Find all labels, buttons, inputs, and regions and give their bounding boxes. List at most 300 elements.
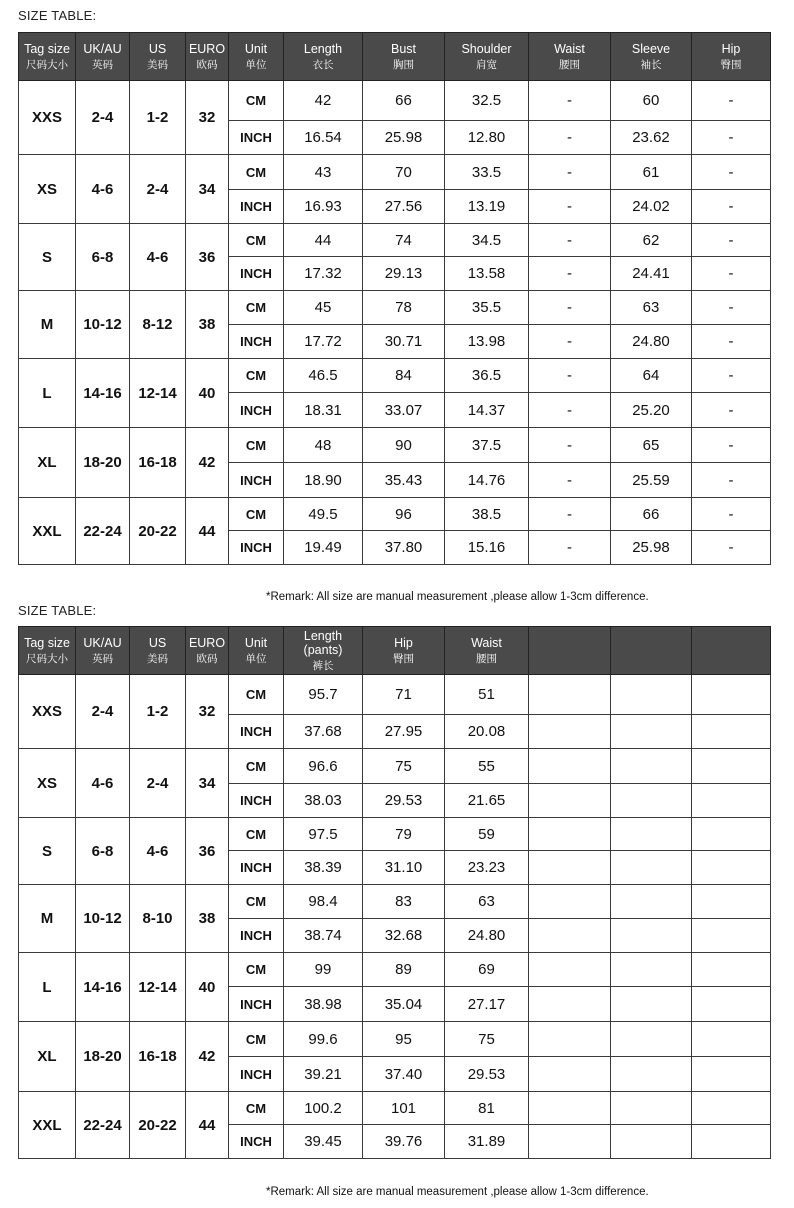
measurement-cell: 98.4 bbox=[284, 885, 363, 919]
measurement-cell bbox=[611, 1057, 692, 1092]
header-chinese-label: 胸围 bbox=[393, 58, 414, 71]
us-size-cell: 1-2 bbox=[130, 675, 186, 749]
measurement-cell bbox=[692, 818, 771, 851]
tag-size-cell: XL bbox=[19, 428, 76, 498]
measurement-cell: 31.89 bbox=[445, 1125, 529, 1159]
measurement-cell: - bbox=[692, 463, 771, 498]
header-label: Tag size bbox=[24, 42, 70, 57]
header-label: Length (pants) bbox=[303, 629, 343, 658]
measurement-cell: 59 bbox=[445, 818, 529, 851]
measurement-cell: - bbox=[692, 81, 771, 121]
header-label: UK/AU bbox=[83, 42, 122, 57]
us-size-cell: 1-2 bbox=[130, 81, 186, 155]
column-header bbox=[130, 627, 186, 675]
measurement-cell: - bbox=[692, 257, 771, 291]
measurement-cell: 21.65 bbox=[445, 784, 529, 818]
measurement-cell: 39.21 bbox=[284, 1057, 363, 1092]
measurement-cell: - bbox=[529, 463, 611, 498]
header-chinese-label: 腰围 bbox=[476, 652, 497, 665]
tag-size-cell: XXL bbox=[19, 498, 76, 565]
unit-cell: CM bbox=[229, 1022, 284, 1057]
measurement-cell bbox=[529, 851, 611, 885]
header-label: Sleeve bbox=[631, 42, 671, 57]
column-header bbox=[445, 627, 529, 675]
measurement-cell: 35.43 bbox=[363, 463, 445, 498]
table-row bbox=[19, 359, 771, 393]
uk-size-cell: 14-16 bbox=[76, 953, 130, 1022]
measurement-cell: 79 bbox=[363, 818, 445, 851]
measurement-cell: - bbox=[529, 428, 611, 463]
measurement-cell: 37.40 bbox=[363, 1057, 445, 1092]
unit-cell: CM bbox=[229, 155, 284, 190]
header-label: Waist bbox=[554, 42, 585, 57]
measurement-cell bbox=[692, 715, 771, 749]
tag-size-cell: M bbox=[19, 291, 76, 359]
measurement-cell bbox=[529, 784, 611, 818]
measurement-cell: 23.23 bbox=[445, 851, 529, 885]
column-header bbox=[229, 627, 284, 675]
euro-size-cell: 42 bbox=[186, 1022, 229, 1092]
header-chinese-label: 美码 bbox=[147, 652, 168, 665]
measurement-cell: 24.02 bbox=[611, 190, 692, 224]
measurement-cell: - bbox=[692, 498, 771, 531]
measurement-cell: 32.5 bbox=[445, 81, 529, 121]
header-label: Length bbox=[303, 42, 343, 57]
unit-cell: CM bbox=[229, 1092, 284, 1125]
measurement-cell: 24.80 bbox=[445, 919, 529, 953]
measurement-cell bbox=[611, 749, 692, 784]
measurement-cell: - bbox=[529, 190, 611, 224]
header-label: Tag size bbox=[24, 636, 70, 651]
unit-cell: INCH bbox=[229, 325, 284, 359]
measurement-cell: 75 bbox=[445, 1022, 529, 1057]
column-header bbox=[611, 627, 692, 675]
measurement-cell: 51 bbox=[445, 675, 529, 715]
euro-size-cell: 36 bbox=[186, 818, 229, 885]
measurement-cell bbox=[692, 851, 771, 885]
euro-size-cell: 44 bbox=[186, 1092, 229, 1159]
column-header bbox=[363, 627, 445, 675]
table-row bbox=[19, 498, 771, 531]
measurement-cell: 36.5 bbox=[445, 359, 529, 393]
measurement-cell bbox=[529, 987, 611, 1022]
measurement-cell: 49.5 bbox=[284, 498, 363, 531]
measurement-cell: 62 bbox=[611, 224, 692, 257]
measurement-cell: - bbox=[529, 291, 611, 325]
column-header bbox=[692, 33, 771, 81]
measurement-cell: 18.90 bbox=[284, 463, 363, 498]
measurement-cell: 101 bbox=[363, 1092, 445, 1125]
tag-size-cell: XS bbox=[19, 749, 76, 818]
measurement-cell: 64 bbox=[611, 359, 692, 393]
unit-cell: INCH bbox=[229, 784, 284, 818]
header-chinese-label: 美码 bbox=[147, 58, 168, 71]
uk-size-cell: 2-4 bbox=[76, 675, 130, 749]
measurement-cell: 99 bbox=[284, 953, 363, 987]
tag-size-cell: S bbox=[19, 818, 76, 885]
column-header bbox=[19, 627, 76, 675]
measurement-cell: - bbox=[692, 393, 771, 428]
measurement-cell: 27.17 bbox=[445, 987, 529, 1022]
tag-size-cell: XXS bbox=[19, 675, 76, 749]
header-row bbox=[19, 627, 771, 675]
us-size-cell: 2-4 bbox=[130, 749, 186, 818]
us-size-cell: 12-14 bbox=[130, 359, 186, 428]
measurement-cell: 66 bbox=[611, 498, 692, 531]
measurement-cell: 74 bbox=[363, 224, 445, 257]
measurement-cell: 66 bbox=[363, 81, 445, 121]
header-chinese-label: 单位 bbox=[245, 58, 267, 71]
uk-size-cell: 18-20 bbox=[76, 1022, 130, 1092]
header-label: Hip bbox=[394, 636, 413, 651]
column-header bbox=[284, 627, 363, 675]
measurement-cell: 38.74 bbox=[284, 919, 363, 953]
unit-cell: INCH bbox=[229, 463, 284, 498]
measurement-cell: 39.45 bbox=[284, 1125, 363, 1159]
measurement-cell bbox=[692, 953, 771, 987]
header-chinese-label: 袖长 bbox=[640, 58, 662, 71]
measurement-cell bbox=[529, 919, 611, 953]
table-row bbox=[19, 675, 771, 715]
euro-size-cell: 42 bbox=[186, 428, 229, 498]
uk-size-cell: 10-12 bbox=[76, 885, 130, 953]
measurement-cell: 19.49 bbox=[284, 531, 363, 565]
measurement-cell: 38.98 bbox=[284, 987, 363, 1022]
table-row bbox=[19, 953, 771, 987]
euro-size-cell: 38 bbox=[186, 885, 229, 953]
unit-cell: INCH bbox=[229, 257, 284, 291]
unit-cell: INCH bbox=[229, 121, 284, 155]
measurement-cell: 90 bbox=[363, 428, 445, 463]
measurement-cell bbox=[692, 749, 771, 784]
top-size-table bbox=[18, 32, 771, 565]
header-label: US bbox=[148, 636, 167, 651]
unit-cell: INCH bbox=[229, 531, 284, 565]
measurement-cell bbox=[529, 1057, 611, 1092]
measurement-cell: 15.16 bbox=[445, 531, 529, 565]
measurement-cell bbox=[692, 675, 771, 715]
measurement-cell bbox=[611, 1022, 692, 1057]
euro-size-cell: 40 bbox=[186, 359, 229, 428]
measurement-cell bbox=[529, 1125, 611, 1159]
measurement-cell: 81 bbox=[445, 1092, 529, 1125]
tag-size-cell: XXL bbox=[19, 1092, 76, 1159]
measurement-cell: 70 bbox=[363, 155, 445, 190]
measurement-cell bbox=[529, 885, 611, 919]
measurement-cell: 96.6 bbox=[284, 749, 363, 784]
uk-size-cell: 22-24 bbox=[76, 1092, 130, 1159]
measurement-cell: - bbox=[529, 498, 611, 531]
measurement-cell bbox=[692, 987, 771, 1022]
measurement-cell bbox=[529, 715, 611, 749]
measurement-cell: - bbox=[529, 224, 611, 257]
unit-cell: INCH bbox=[229, 393, 284, 428]
column-header bbox=[19, 33, 76, 81]
uk-size-cell: 2-4 bbox=[76, 81, 130, 155]
top-remark: *Remark: All size are manual measurement ,please allow 1-3cm difference. bbox=[266, 591, 649, 603]
measurement-cell: - bbox=[692, 291, 771, 325]
measurement-cell: 17.72 bbox=[284, 325, 363, 359]
table-row bbox=[19, 1092, 771, 1125]
measurement-cell: 37.80 bbox=[363, 531, 445, 565]
measurement-cell: 13.19 bbox=[445, 190, 529, 224]
column-header bbox=[76, 627, 130, 675]
column-header bbox=[529, 33, 611, 81]
measurement-cell: - bbox=[692, 531, 771, 565]
unit-cell: CM bbox=[229, 81, 284, 121]
measurement-cell: - bbox=[529, 155, 611, 190]
measurement-cell bbox=[611, 1125, 692, 1159]
measurement-cell: 38.5 bbox=[445, 498, 529, 531]
header-label: Waist bbox=[471, 636, 502, 651]
column-header bbox=[186, 627, 229, 675]
header-chinese-label: 欧码 bbox=[196, 58, 218, 71]
euro-size-cell: 40 bbox=[186, 953, 229, 1022]
measurement-cell: - bbox=[529, 325, 611, 359]
measurement-cell: 33.07 bbox=[363, 393, 445, 428]
unit-cell: CM bbox=[229, 885, 284, 919]
unit-cell: CM bbox=[229, 428, 284, 463]
header-chinese-label: 英码 bbox=[92, 58, 113, 71]
euro-size-cell: 36 bbox=[186, 224, 229, 291]
measurement-cell: 20.08 bbox=[445, 715, 529, 749]
measurement-cell bbox=[611, 715, 692, 749]
measurement-cell: - bbox=[529, 257, 611, 291]
unit-cell: INCH bbox=[229, 851, 284, 885]
measurement-cell bbox=[692, 1092, 771, 1125]
column-header bbox=[611, 33, 692, 81]
unit-cell: INCH bbox=[229, 1057, 284, 1092]
euro-size-cell: 34 bbox=[186, 155, 229, 224]
measurement-cell: - bbox=[529, 81, 611, 121]
unit-cell: CM bbox=[229, 224, 284, 257]
table-row bbox=[19, 885, 771, 919]
measurement-cell: 45 bbox=[284, 291, 363, 325]
header-chinese-label: 欧码 bbox=[196, 652, 218, 665]
uk-size-cell: 14-16 bbox=[76, 359, 130, 428]
measurement-cell: 97.5 bbox=[284, 818, 363, 851]
euro-size-cell: 32 bbox=[186, 81, 229, 155]
column-header bbox=[529, 627, 611, 675]
measurement-cell: 25.98 bbox=[611, 531, 692, 565]
measurement-cell: 13.58 bbox=[445, 257, 529, 291]
measurement-cell: 27.95 bbox=[363, 715, 445, 749]
unit-cell: INCH bbox=[229, 919, 284, 953]
measurement-cell: 33.5 bbox=[445, 155, 529, 190]
measurement-cell: 42 bbox=[284, 81, 363, 121]
bottom-section-title: SIZE TABLE: bbox=[18, 603, 97, 618]
measurement-cell bbox=[611, 1092, 692, 1125]
measurement-cell: 95 bbox=[363, 1022, 445, 1057]
measurement-cell: 46.5 bbox=[284, 359, 363, 393]
us-size-cell: 4-6 bbox=[130, 224, 186, 291]
header-chinese-label: 尺码大小 bbox=[26, 58, 68, 71]
measurement-cell: 95.7 bbox=[284, 675, 363, 715]
measurement-cell: 78 bbox=[363, 291, 445, 325]
euro-size-cell: 34 bbox=[186, 749, 229, 818]
unit-cell: CM bbox=[229, 818, 284, 851]
measurement-cell: 63 bbox=[611, 291, 692, 325]
measurement-cell: 29.13 bbox=[363, 257, 445, 291]
unit-cell: CM bbox=[229, 359, 284, 393]
unit-cell: INCH bbox=[229, 1125, 284, 1159]
column-header bbox=[76, 33, 130, 81]
column-header bbox=[692, 627, 771, 675]
header-label: UK/AU bbox=[83, 636, 122, 651]
header-chinese-label: 尺码大小 bbox=[26, 652, 68, 665]
measurement-cell: 29.53 bbox=[445, 1057, 529, 1092]
measurement-cell: 14.76 bbox=[445, 463, 529, 498]
us-size-cell: 20-22 bbox=[130, 498, 186, 565]
measurement-cell: 24.41 bbox=[611, 257, 692, 291]
table-row bbox=[19, 1022, 771, 1057]
measurement-cell: 16.54 bbox=[284, 121, 363, 155]
measurement-cell bbox=[611, 987, 692, 1022]
tag-size-cell: L bbox=[19, 359, 76, 428]
unit-cell: INCH bbox=[229, 190, 284, 224]
us-size-cell: 16-18 bbox=[130, 1022, 186, 1092]
unit-cell: CM bbox=[229, 749, 284, 784]
measurement-cell bbox=[529, 675, 611, 715]
measurement-cell: 31.10 bbox=[363, 851, 445, 885]
tag-size-cell: XL bbox=[19, 1022, 76, 1092]
measurement-cell: 89 bbox=[363, 953, 445, 987]
measurement-cell bbox=[611, 851, 692, 885]
measurement-cell: 23.62 bbox=[611, 121, 692, 155]
header-chinese-label: 单位 bbox=[245, 652, 267, 665]
us-size-cell: 12-14 bbox=[130, 953, 186, 1022]
uk-size-cell: 18-20 bbox=[76, 428, 130, 498]
header-chinese-label: 裤长 bbox=[312, 659, 334, 672]
measurement-cell bbox=[611, 953, 692, 987]
measurement-cell: 83 bbox=[363, 885, 445, 919]
measurement-cell: - bbox=[529, 393, 611, 428]
measurement-cell: 100.2 bbox=[284, 1092, 363, 1125]
header-label: Hip bbox=[721, 42, 741, 57]
measurement-cell bbox=[529, 749, 611, 784]
measurement-cell: 32.68 bbox=[363, 919, 445, 953]
measurement-cell: 65 bbox=[611, 428, 692, 463]
measurement-cell bbox=[692, 919, 771, 953]
header-label: US bbox=[148, 42, 167, 57]
measurement-cell: 37.68 bbox=[284, 715, 363, 749]
measurement-cell bbox=[529, 1092, 611, 1125]
measurement-cell: - bbox=[692, 121, 771, 155]
tag-size-cell: S bbox=[19, 224, 76, 291]
header-row bbox=[19, 33, 771, 81]
measurement-cell: 12.80 bbox=[445, 121, 529, 155]
measurement-cell: 96 bbox=[363, 498, 445, 531]
column-header bbox=[445, 33, 529, 81]
us-size-cell: 20-22 bbox=[130, 1092, 186, 1159]
table-row bbox=[19, 749, 771, 784]
measurement-cell bbox=[611, 818, 692, 851]
measurement-cell: - bbox=[529, 531, 611, 565]
measurement-cell: 38.03 bbox=[284, 784, 363, 818]
measurement-cell: 55 bbox=[445, 749, 529, 784]
uk-size-cell: 4-6 bbox=[76, 749, 130, 818]
unit-cell: CM bbox=[229, 291, 284, 325]
measurement-cell: 29.53 bbox=[363, 784, 445, 818]
measurement-cell: 69 bbox=[445, 953, 529, 987]
measurement-cell bbox=[611, 919, 692, 953]
measurement-cell bbox=[692, 784, 771, 818]
table-row bbox=[19, 155, 771, 190]
unit-cell: CM bbox=[229, 498, 284, 531]
measurement-cell: 14.37 bbox=[445, 393, 529, 428]
measurement-cell: 63 bbox=[445, 885, 529, 919]
measurement-cell: 27.56 bbox=[363, 190, 445, 224]
uk-size-cell: 4-6 bbox=[76, 155, 130, 224]
measurement-cell bbox=[529, 1022, 611, 1057]
measurement-cell: - bbox=[692, 325, 771, 359]
uk-size-cell: 6-8 bbox=[76, 224, 130, 291]
uk-size-cell: 6-8 bbox=[76, 818, 130, 885]
measurement-cell: - bbox=[692, 359, 771, 393]
euro-size-cell: 44 bbox=[186, 498, 229, 565]
header-chinese-label: 臀围 bbox=[720, 58, 742, 71]
tag-size-cell: L bbox=[19, 953, 76, 1022]
measurement-cell: 13.98 bbox=[445, 325, 529, 359]
euro-size-cell: 38 bbox=[186, 291, 229, 359]
bottom-remark: *Remark: All size are manual measurement ,please allow 1-3cm difference. bbox=[266, 1186, 649, 1198]
measurement-cell: 84 bbox=[363, 359, 445, 393]
measurement-cell: 71 bbox=[363, 675, 445, 715]
column-header bbox=[130, 33, 186, 81]
measurement-cell bbox=[611, 784, 692, 818]
measurement-cell: 38.39 bbox=[284, 851, 363, 885]
measurement-cell: 30.71 bbox=[363, 325, 445, 359]
uk-size-cell: 10-12 bbox=[76, 291, 130, 359]
measurement-cell: 17.32 bbox=[284, 257, 363, 291]
table-row bbox=[19, 818, 771, 851]
measurement-cell bbox=[692, 1125, 771, 1159]
unit-cell: CM bbox=[229, 675, 284, 715]
tag-size-cell: XS bbox=[19, 155, 76, 224]
us-size-cell: 16-18 bbox=[130, 428, 186, 498]
measurement-cell bbox=[611, 675, 692, 715]
measurement-cell: 24.80 bbox=[611, 325, 692, 359]
header-chinese-label: 肩宽 bbox=[476, 58, 497, 71]
header-chinese-label: 臀围 bbox=[393, 652, 414, 665]
measurement-cell bbox=[692, 1022, 771, 1057]
euro-size-cell: 32 bbox=[186, 675, 229, 749]
measurement-cell: - bbox=[692, 428, 771, 463]
table-row bbox=[19, 81, 771, 121]
header-label: Unit bbox=[244, 42, 268, 57]
table-row bbox=[19, 428, 771, 463]
us-size-cell: 8-12 bbox=[130, 291, 186, 359]
measurement-cell: 25.20 bbox=[611, 393, 692, 428]
column-header bbox=[186, 33, 229, 81]
header-label: Shoulder bbox=[461, 42, 512, 57]
us-size-cell: 4-6 bbox=[130, 818, 186, 885]
header-chinese-label: 英码 bbox=[92, 652, 113, 665]
header-label: EURO bbox=[188, 42, 226, 57]
unit-cell: INCH bbox=[229, 987, 284, 1022]
tag-size-cell: XXS bbox=[19, 81, 76, 155]
measurement-cell: - bbox=[692, 224, 771, 257]
measurement-cell: - bbox=[529, 121, 611, 155]
us-size-cell: 8-10 bbox=[130, 885, 186, 953]
header-label: Bust bbox=[390, 42, 416, 57]
measurement-cell bbox=[611, 885, 692, 919]
measurement-cell: 75 bbox=[363, 749, 445, 784]
measurement-cell: 18.31 bbox=[284, 393, 363, 428]
measurement-cell: - bbox=[692, 155, 771, 190]
measurement-cell bbox=[692, 1057, 771, 1092]
measurement-cell: 25.98 bbox=[363, 121, 445, 155]
